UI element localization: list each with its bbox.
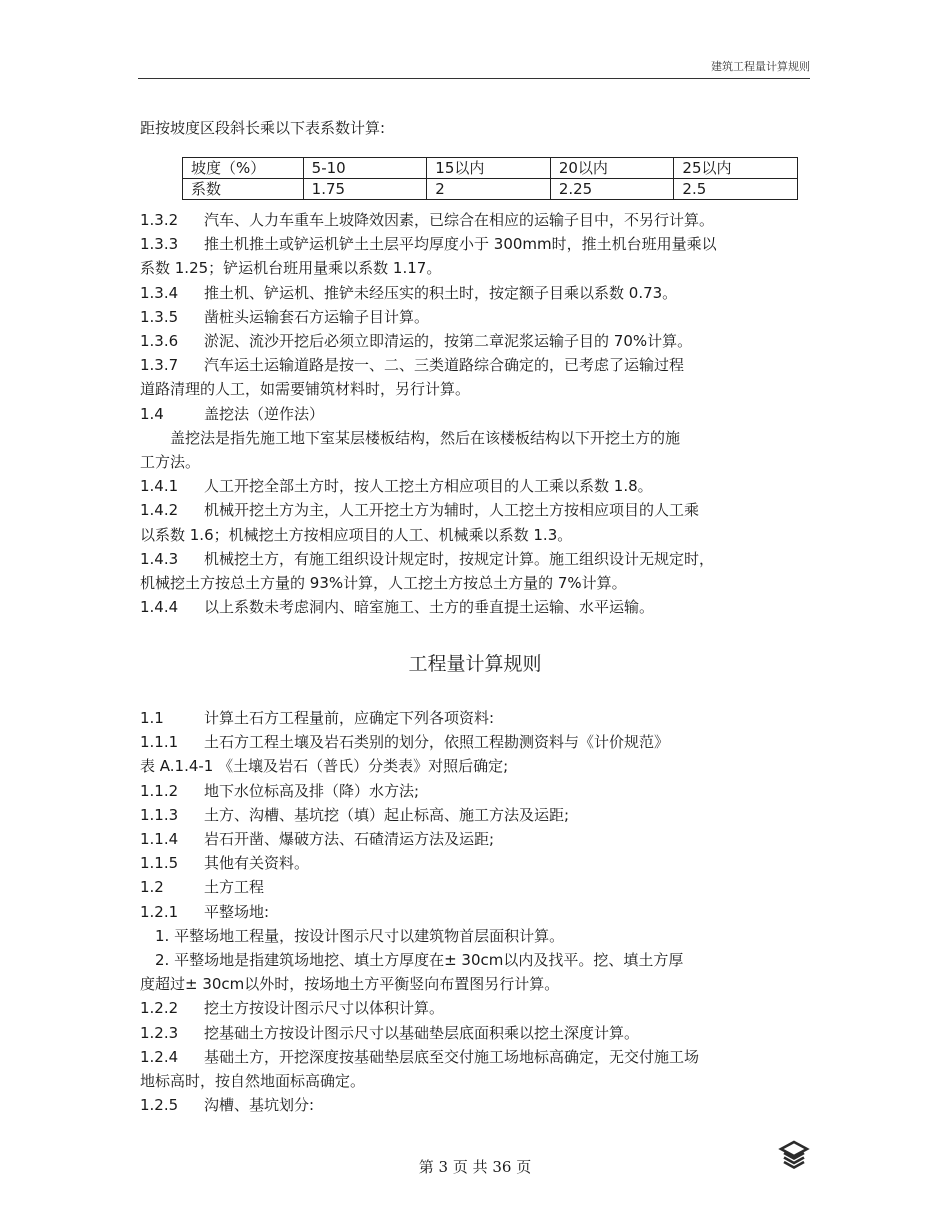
clause-number: 1.3.7: [140, 356, 179, 375]
clause-text: 沟槽、基坑划分:: [204, 1096, 315, 1115]
text-line: [140, 573, 810, 593]
table-row: [183, 179, 798, 200]
clause-text: 度超过± 30cm以外时，按场地土方平衡竖向布置图另行计算。: [140, 975, 560, 994]
text-line: [140, 331, 810, 351]
clause-text: 1. 平整场地工程量，按设计图示尺寸以建筑物首层面积计算。: [140, 926, 565, 945]
clause-text: 岩石开凿、爆破方法、石碴清运方法及运距;: [204, 830, 495, 848]
clause-number: 1.4.3: [140, 549, 179, 568]
text-line: [140, 476, 810, 496]
clause-text: 推土机推土或铲运机铲土土层平均厚度小于 300mm时，推土机台班用量乘以: [204, 235, 717, 254]
text-line: [140, 781, 810, 801]
header-divider: [138, 78, 810, 79]
slope-coefficient-table: [182, 157, 798, 200]
table-cell: 15以内: [427, 158, 551, 179]
clause-text: 表 A.1.4-1 《土壤及岩石（普氏）分类表》对照后确定;: [140, 757, 509, 776]
text-line: [140, 877, 810, 897]
text-line: [140, 355, 810, 375]
clause-text: 淤泥、流沙开挖后必须立即清运的，按第二章泥浆运输子目的 70%计算。: [204, 332, 693, 350]
text-line: [140, 950, 810, 970]
clause-text: 挖基础土方按设计图示尺寸以基础垫层底面积乘以挖土深度计算。: [204, 1023, 640, 1042]
clause-number: 1.3.6: [140, 332, 179, 350]
clause-text: 盖挖法（逆作法）: [204, 404, 325, 423]
clause-number: 1.1.5: [140, 854, 179, 873]
intro-paragraph: 距按坡度区段斜长乘以下表系数计算:: [140, 119, 386, 137]
clause-text: 盖挖法是指先施工地下室某层楼板结构，然后在该楼板结构以下开挖土方的施: [140, 428, 681, 447]
text-line: [140, 756, 810, 776]
clause-text: 汽车、人力车重车上坡降效因素，已综合在相应的运输子目中，不另行计算。: [204, 211, 715, 229]
clause-text: 道路清理的人工，如需要铺筑材料时，另行计算。: [140, 380, 471, 399]
text-line: [140, 283, 810, 303]
clause-number: 1.2.2: [140, 999, 179, 1018]
clause-text: 土方、沟槽、基坑挖（填）起止标高、施工方法及运距;: [204, 805, 570, 824]
clause-number: 1.2.1: [140, 902, 179, 921]
clause-number: 1.4.1: [140, 477, 179, 496]
clause-number: 1.1.1: [140, 733, 179, 752]
clause-text: 平整场地:: [204, 902, 270, 921]
clause-number: 1.1: [140, 709, 164, 727]
clause-text: 土方工程: [204, 878, 265, 897]
clause-text: 人工开挖全部土方时，按人工挖土方相应项目的人工乘以系数 1.8。: [204, 477, 653, 496]
text-line: [140, 805, 810, 825]
text-line: [140, 210, 810, 230]
clause-number: 1.2.3: [140, 1023, 179, 1042]
text-line: [140, 1047, 810, 1067]
text-line: [140, 974, 810, 994]
section-title: 工程量计算规则: [408, 653, 542, 675]
stacked-layers-logo-icon: [778, 1139, 810, 1171]
clause-number: 1.3.3: [140, 235, 179, 254]
text-line: [140, 1071, 810, 1091]
text-line: [140, 525, 810, 545]
text-line: [140, 926, 810, 946]
text-line: [140, 500, 810, 520]
text-line: [140, 1023, 810, 1043]
text-line: [140, 829, 810, 849]
table-cell: 2: [427, 179, 551, 200]
clause-text: 计算土石方工程量前，应确定下列各项资料:: [204, 709, 495, 727]
clause-text: 机械挖土方按总土方量的 93%计算，人工挖土方按总土方量的 7%计算。: [140, 574, 627, 592]
table-cell: 系数: [183, 179, 304, 200]
text-line: [140, 258, 810, 278]
text-line: [140, 404, 810, 424]
text-line: [140, 708, 810, 728]
clause-text: 地下水位标高及排（降）水方法;: [204, 781, 420, 800]
page-number: 第 3 页 共 36 页: [418, 1158, 532, 1176]
text-line: [140, 902, 810, 922]
clause-text: 机械挖土方，有施工组织设计规定时，按规定计算。施工组织设计无规定时，: [204, 549, 715, 568]
clause-text: 挖土方按设计图示尺寸以体积计算。: [204, 999, 445, 1018]
text-line: [140, 998, 810, 1018]
table-cell: 2.25: [550, 179, 674, 200]
text-line: [140, 234, 810, 254]
table-cell: 25以内: [674, 158, 798, 179]
text-line: [140, 597, 810, 617]
running-header-title: 建筑工程量计算规则: [711, 60, 810, 73]
clause-number: 1.3.2: [140, 211, 179, 229]
clause-text: 地标高时，按自然地面标高确定。: [140, 1072, 366, 1090]
table-cell: 5-10: [303, 158, 427, 179]
text-line: [140, 853, 810, 873]
clause-text: 土石方工程土壤及岩石类别的划分，依照工程勘测资料与《计价规范》: [204, 733, 670, 752]
clause-number: 1.1.4: [140, 830, 179, 848]
clause-text: 机械开挖土方为主，人工开挖土方为辅时，人工挖土方按相应项目的人工乘: [204, 501, 700, 520]
clause-number: 1.4: [140, 404, 164, 423]
text-line: [140, 1095, 810, 1115]
clause-number: 1.1.2: [140, 781, 179, 800]
clause-number: 1.2.5: [140, 1096, 179, 1115]
clause-number: 1.4.2: [140, 501, 179, 520]
text-line: [140, 307, 810, 327]
text-line: [140, 452, 810, 472]
clause-text: 基础土方，开挖深度按基础垫层底至交付施工场地标高确定，无交付施工场: [204, 1047, 700, 1066]
clause-number: 1.3.4: [140, 283, 179, 302]
clause-number: 1.4.4: [140, 598, 179, 617]
clause-text: 其他有关资料。: [204, 854, 310, 873]
clause-number: 1.2.4: [140, 1047, 179, 1066]
text-line: [140, 732, 810, 752]
text-line: [140, 379, 810, 399]
clause-number: 1.2: [140, 878, 164, 897]
clause-number: 1.3.5: [140, 307, 179, 326]
clause-text: 推土机、铲运机、推铲未经压实的积土时，按定额子目乘以系数 0.73。: [204, 283, 678, 302]
clause-number: 1.1.3: [140, 805, 179, 824]
clause-text: 以系数 1.6；机械挖土方按相应项目的人工、机械乘以系数 1.3。: [140, 525, 573, 544]
clause-text: 凿桩头运输套石方运输子目计算。: [204, 307, 430, 326]
table-row: [183, 158, 798, 179]
table-cell: 坡度（%）: [183, 158, 304, 179]
text-line: [140, 428, 810, 448]
text-line: [140, 549, 810, 569]
table-cell: 20以内: [550, 158, 674, 179]
clause-text: 汽车运土运输道路是按一、二、三类道路综合确定的，已考虑了运输过程: [204, 356, 685, 375]
clause-text: 工方法。: [140, 453, 201, 471]
table-cell: 2.5: [674, 179, 798, 200]
table-cell: 1.75: [303, 179, 427, 200]
clause-text: 系数 1.25；铲运机台班用量乘以系数 1.17。: [140, 259, 442, 278]
clause-text: 以上系数未考虑洞内、暗室施工、土方的垂直提土运输、水平运输。: [204, 598, 655, 617]
clause-text: 2. 平整场地是指建筑场地挖、填土方厚度在± 30cm以内及找平。挖、填土方厚: [140, 951, 684, 969]
